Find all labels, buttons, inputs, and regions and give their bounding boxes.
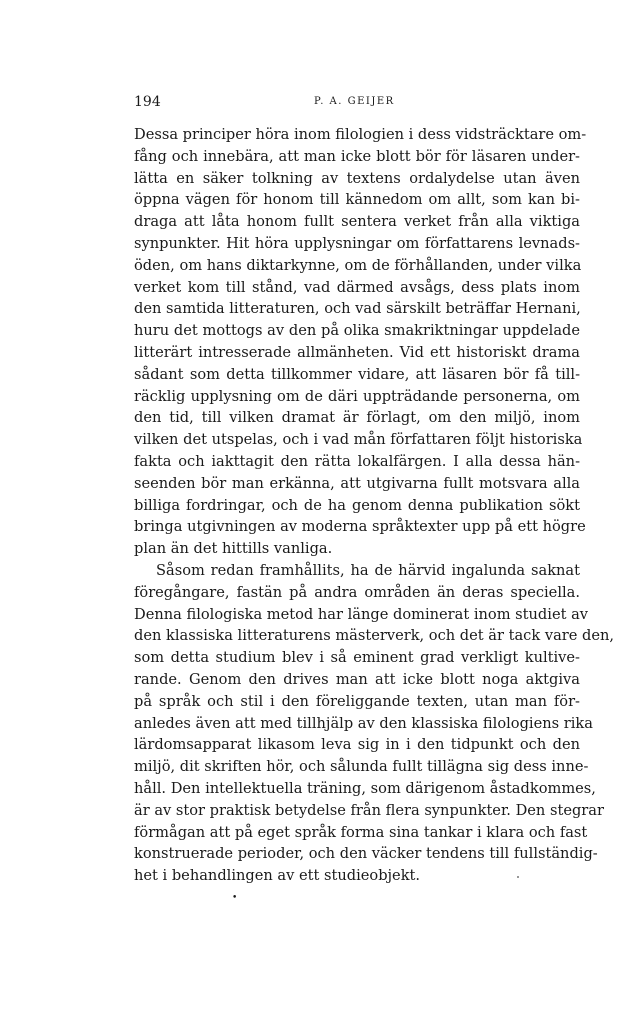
text-line: anledes även att med tillhjälp av den klassiska filologiens rika	[134, 714, 593, 732]
body-text	[134, 124, 615, 887]
text-line: som detta studium blev i så eminent grad verkligt kultive-	[134, 649, 580, 667]
text-line: rande. Genom den drives man att icke blott noga aktgiva	[134, 670, 580, 688]
text-line: Såsom redan framhållits, ha de härvid ingalunda saknat	[156, 561, 580, 579]
page-number: 194	[134, 94, 161, 110]
paragraph	[134, 560, 615, 887]
text-line: het i behandlingen av ett studieobjekt.	[134, 867, 421, 885]
text-line: den klassiska litteraturens mästerverk, och det är tack vare den,	[134, 627, 615, 645]
text-line: på språk och stil i den föreliggande texten, utan man för-	[134, 692, 580, 710]
text-line: räcklig upplysning om de däri uppträdande personerna, om	[134, 387, 580, 405]
text-line: är av stor praktisk betydelse från flera synpunkter. Den stegrar	[134, 801, 604, 819]
text-line: plan än det hittills vanliga.	[134, 540, 333, 558]
text-line: sådant som detta tillkommer vidare, att läsaren bör få till-	[134, 365, 580, 383]
paragraph	[134, 124, 587, 560]
text-line: lärdomsapparat likasom leva sig in i den tidpunkt och den	[134, 736, 580, 754]
text-line: fakta och iakttagit den rätta lokalfärgen. I alla dessa hän-	[134, 452, 580, 470]
text-line: bringa utgivningen av moderna språktexter upp på ett högre	[134, 518, 586, 536]
print-speck	[517, 876, 519, 878]
text-line: synpunkter. Hit höra upplysningar om författarens levnads-	[134, 234, 580, 252]
text-line: huru det mottogs av den på olika smakriktningar uppdelade	[134, 322, 580, 340]
text-line: draga att låta honom fullt sentera verket från alla viktiga	[134, 213, 580, 231]
text-line: billiga fordringar, och de ha genom denna publikation sökt	[134, 496, 580, 514]
page-header	[134, 94, 580, 114]
text-line: fång och innebära, att man icke blott bör för läsaren under-	[134, 147, 580, 165]
text-line: öden, om hans diktarkynne, om de förhållanden, under vilka	[134, 256, 582, 274]
text-line: Denna filologiska metod har länge dominerat inom studiet av	[134, 605, 589, 623]
text-line: vilken det utspelas, och i vad mån författaren följt historiska	[134, 431, 583, 449]
text-line: förmågan att på eget språk forma sina tankar i klara och fast	[134, 823, 588, 841]
text-line: öppna vägen för honom till kännedom om allt, som kan bi-	[134, 191, 580, 209]
running-head: P. A. GEIJER	[314, 96, 395, 107]
text-line: lätta en säker tolkning av textens ordalydelse utan även	[134, 169, 580, 187]
text-line: verket kom till stånd, vad därmed avsågs, dess plats inom	[134, 278, 580, 296]
text-line: Dessa principer höra inom filologien i dess vidsträcktare om-	[134, 126, 587, 143]
text-line: den tid, till vilken dramat är förlagt, om den miljö, inom	[134, 409, 580, 427]
text-line: den samtida litteraturen, och vad särskilt beträffar Hernani,	[134, 300, 581, 318]
text-line: föregångare, fastän på andra områden än deras speciella.	[134, 583, 580, 601]
text-line: miljö, dit skriften hör, och sålunda fullt tillägna sig dess inne-	[134, 758, 589, 776]
text-line: litterärt intresserade allmänheten. Vid ett historiskt drama	[134, 343, 580, 361]
text-line: seenden bör man erkänna, att utgivarna fullt motsvara alla	[134, 474, 580, 492]
text-line: konstruerade perioder, och den väcker tendens till fullständig-	[134, 845, 598, 863]
text-line: håll. Den intellektuella träning, som därigenom åstadkommes,	[134, 779, 596, 797]
ornament-mark: •	[232, 893, 238, 903]
